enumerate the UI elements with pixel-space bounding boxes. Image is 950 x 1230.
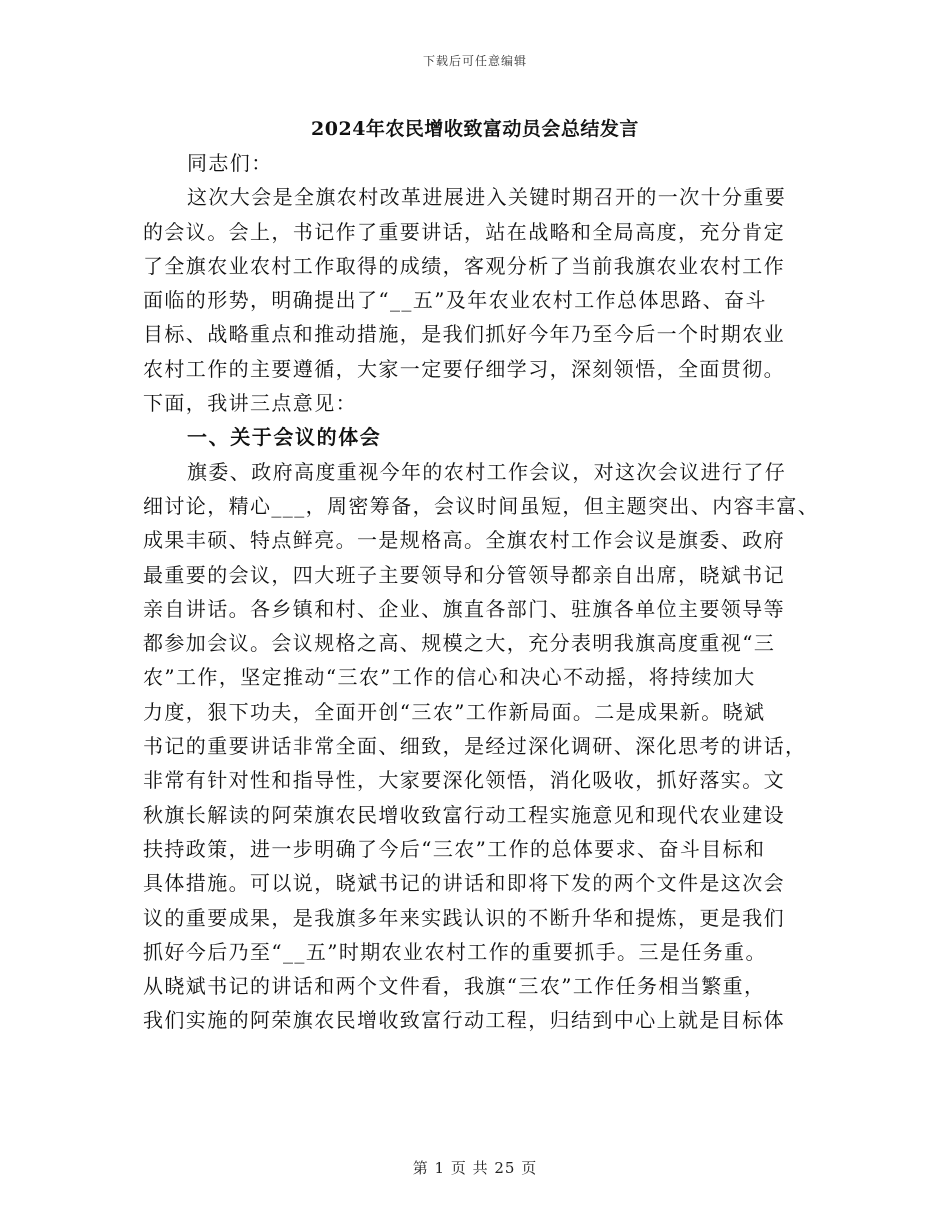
- paragraph-line: 抓好今后乃至“__五”时期农业农村工作的重要抓手。三是任务重。: [143, 939, 767, 964]
- page-title: 2024年农民增收致富动员会总结发言: [311, 118, 639, 140]
- paragraph-line: 秋旗长解读的阿荣旗农民增收致富行动工程实施意见和现代农业建设: [143, 802, 785, 827]
- paragraph-line: 非常有针对性和指导性，大家要深化领悟，消化吸收，抓好落实。文: [143, 768, 785, 793]
- paragraph-line: 下面，我讲三点意见：: [143, 391, 357, 416]
- paragraph-line: 扶持政策，进一步明确了今后“三农”工作的总体要求、奋斗目标和: [143, 836, 766, 861]
- paragraph-line: 力度，狠下功夫，全面开创“三农”工作新局面。二是成果新。晓斌: [143, 699, 766, 724]
- paragraph-line: 最重要的会议，四大班子主要领导和分管领导都亲自出席，晓斌书记: [143, 562, 785, 587]
- paragraph-line: 目标、战略重点和推动措施，是我们抓好今年乃至今后一个时期农业: [143, 322, 785, 347]
- paragraph-line: 书记的重要讲话非常全面、细致，是经过深化调研、深化思考的讲话，: [143, 734, 807, 759]
- paragraph-line: 旗委、政府高度重视今年的农村工作会议，对这次会议进行了仔: [187, 459, 787, 484]
- paragraph-line: 成果丰硕、特点鲜亮。一是规格高。全旗农村工作会议是旗委、政府: [143, 528, 785, 553]
- paragraph-line: 我们实施的阿荣旗农民增收致富行动工程，归结到中心上就是目标体: [143, 1008, 785, 1033]
- paragraph-line: 农”工作，坚定推动“三农”工作的信心和决心不动摇，将持续加大: [143, 665, 756, 690]
- salutation: 同志们：: [187, 151, 273, 175]
- paragraph-line: 从晓斌书记的讲话和两个文件看，我旗“三农”工作任务相当繁重，: [143, 974, 766, 999]
- header-note: 下载后可任意编辑: [422, 54, 527, 68]
- paragraph-line: 面临的形势，明确提出了“__五”及年农业农村工作总体思路、奋斗: [143, 288, 767, 313]
- paragraph-line: 都参加会议。会议规格之高、规模之大，充分表明我旗高度重视“三: [143, 631, 776, 656]
- paragraph-line: 了全旗农业农村工作取得的成绩，客观分析了当前我旗农业农村工作: [143, 253, 785, 278]
- section-heading: 一、关于会议的体会: [187, 425, 382, 450]
- page-footer: 第 1 页 共 25 页: [412, 1159, 538, 1177]
- paragraph-line: 这次大会是全旗农村改革进展进入关键时期召开的一次十分重要: [187, 185, 787, 210]
- paragraph-line: 亲自讲话。各乡镇和村、企业、旗直各部门、驻旗各单位主要领导等: [143, 596, 785, 621]
- paragraph-line: 议的重要成果，是我旗多年来实践认识的不断升华和提炼，更是我们: [143, 905, 785, 930]
- paragraph-line: 的会议。会上，书记作了重要讲话，站在战略和全局高度，充分肯定: [143, 219, 785, 244]
- paragraph-line: 具体措施。可以说，晓斌书记的讲话和即将下发的两个文件是这次会: [143, 871, 785, 896]
- paragraph-line: 细讨论，精心___，周密筹备，会议时间虽短，但主题突出、内容丰富、: [143, 493, 820, 518]
- document-body: [143, 146, 823, 1038]
- paragraph-line: 农村工作的主要遵循，大家一定要仔细学习，深刻领悟，全面贯彻。: [143, 356, 785, 381]
